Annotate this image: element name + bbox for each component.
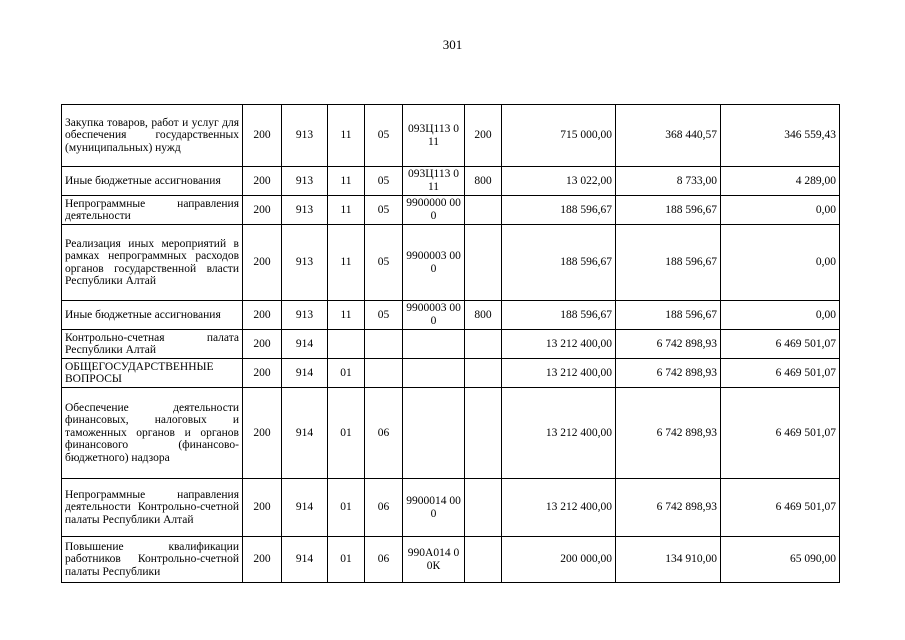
cell-c3: 01 <box>328 537 365 583</box>
table-body <box>62 105 840 583</box>
cell-code: 093Ц113 011 <box>403 105 465 167</box>
row-name: Непрограммные направления деятельности Контрольно-счетной палаты Республики Алтай <box>62 479 243 537</box>
cell-c1: 200 <box>243 301 282 330</box>
cell-c2: 913 <box>282 301 328 330</box>
table-row <box>62 479 840 537</box>
table-row <box>62 167 840 196</box>
cell-value-2: 188 596,67 <box>616 301 721 330</box>
cell-c1: 200 <box>243 225 282 301</box>
table-row <box>62 225 840 301</box>
cell-value-3: 6 469 501,07 <box>721 330 840 359</box>
cell-value-3: 4 289,00 <box>721 167 840 196</box>
row-name: Иные бюджетные ассигнования <box>62 301 243 330</box>
cell-c4: 06 <box>365 537 403 583</box>
cell-value-1: 188 596,67 <box>502 225 616 301</box>
cell-c2: 914 <box>282 479 328 537</box>
table-row <box>62 359 840 388</box>
cell-code <box>403 388 465 479</box>
cell-c3 <box>328 330 365 359</box>
cell-code <box>403 359 465 388</box>
table-row <box>62 330 840 359</box>
cell-c2: 914 <box>282 388 328 479</box>
cell-c6: 200 <box>465 105 502 167</box>
budget-table <box>61 104 840 583</box>
cell-value-2: 6 742 898,93 <box>616 330 721 359</box>
cell-code: 9900003 000 <box>403 301 465 330</box>
cell-c4: 05 <box>365 167 403 196</box>
cell-c3: 01 <box>328 479 365 537</box>
cell-value-3: 6 469 501,07 <box>721 388 840 479</box>
cell-c6: 800 <box>465 301 502 330</box>
cell-value-3: 65 090,00 <box>721 537 840 583</box>
cell-value-2: 6 742 898,93 <box>616 479 721 537</box>
cell-c1: 200 <box>243 330 282 359</box>
row-name: ОБЩЕГОСУДАРСТВЕННЫЕ ВОПРОСЫ <box>62 359 243 388</box>
cell-c1: 200 <box>243 537 282 583</box>
cell-c3: 11 <box>328 167 365 196</box>
cell-code <box>403 330 465 359</box>
cell-c6 <box>465 479 502 537</box>
cell-value-2: 6 742 898,93 <box>616 388 721 479</box>
table-row <box>62 105 840 167</box>
cell-c6 <box>465 330 502 359</box>
cell-c6 <box>465 388 502 479</box>
row-name: Обеспечение деятельности финансовых, налоговых и таможенных органов и органов финансового (финансово-бюджетного) надзора <box>62 388 243 479</box>
cell-code: 093Ц113 011 <box>403 167 465 196</box>
cell-c2: 914 <box>282 537 328 583</box>
cell-value-3: 346 559,43 <box>721 105 840 167</box>
cell-code: 9900000 000 <box>403 196 465 225</box>
cell-c4: 05 <box>365 225 403 301</box>
cell-value-2: 134 910,00 <box>616 537 721 583</box>
cell-c3: 11 <box>328 301 365 330</box>
cell-value-1: 188 596,67 <box>502 196 616 225</box>
cell-c1: 200 <box>243 167 282 196</box>
table-row <box>62 537 840 583</box>
cell-value-3: 0,00 <box>721 196 840 225</box>
cell-c4: 05 <box>365 105 403 167</box>
cell-c2: 913 <box>282 167 328 196</box>
cell-value-2: 6 742 898,93 <box>616 359 721 388</box>
cell-c4: 06 <box>365 479 403 537</box>
row-name: Непрограммные направления деятельности <box>62 196 243 225</box>
cell-c1: 200 <box>243 479 282 537</box>
row-name: Повышение квалификации работников Контрольно-счетной палаты Республики <box>62 537 243 583</box>
cell-value-3: 6 469 501,07 <box>721 479 840 537</box>
table-row <box>62 301 840 330</box>
cell-c3: 01 <box>328 388 365 479</box>
cell-value-1: 13 212 400,00 <box>502 388 616 479</box>
cell-c2: 913 <box>282 225 328 301</box>
cell-c2: 914 <box>282 330 328 359</box>
cell-value-1: 200 000,00 <box>502 537 616 583</box>
cell-value-1: 13 212 400,00 <box>502 479 616 537</box>
cell-c1: 200 <box>243 196 282 225</box>
row-name: Иные бюджетные ассигнования <box>62 167 243 196</box>
row-name: Реализация иных мероприятий в рамках непрограммных расходов органов государственной власти Республики Алтай <box>62 225 243 301</box>
cell-c3: 11 <box>328 225 365 301</box>
cell-value-2: 188 596,67 <box>616 196 721 225</box>
page-number: 301 <box>442 37 463 52</box>
cell-code: 9900003 000 <box>403 225 465 301</box>
cell-c6 <box>465 359 502 388</box>
cell-value-3: 6 469 501,07 <box>721 359 840 388</box>
cell-c6 <box>465 225 502 301</box>
cell-c2: 913 <box>282 105 328 167</box>
cell-c6: 800 <box>465 167 502 196</box>
row-name: Закупка товаров, работ и услуг для обеспечения государственных (муниципальных) нужд <box>62 105 243 167</box>
cell-c1: 200 <box>243 105 282 167</box>
cell-c6 <box>465 537 502 583</box>
cell-value-1: 715 000,00 <box>502 105 616 167</box>
cell-value-1: 13 212 400,00 <box>502 330 616 359</box>
cell-value-1: 188 596,67 <box>502 301 616 330</box>
table-row <box>62 196 840 225</box>
cell-c4 <box>365 359 403 388</box>
cell-value-2: 8 733,00 <box>616 167 721 196</box>
cell-c1: 200 <box>243 388 282 479</box>
cell-c4: 05 <box>365 196 403 225</box>
cell-code: 990А014 00К <box>403 537 465 583</box>
cell-c4: 06 <box>365 388 403 479</box>
table-row <box>62 388 840 479</box>
cell-value-1: 13 212 400,00 <box>502 359 616 388</box>
cell-value-2: 368 440,57 <box>616 105 721 167</box>
cell-c3: 11 <box>328 105 365 167</box>
cell-c1: 200 <box>243 359 282 388</box>
cell-c3: 11 <box>328 196 365 225</box>
cell-value-3: 0,00 <box>721 301 840 330</box>
row-name: Контрольно-счетная палата Республики Алтай <box>62 330 243 359</box>
cell-value-2: 188 596,67 <box>616 225 721 301</box>
cell-c6 <box>465 196 502 225</box>
cell-value-1: 13 022,00 <box>502 167 616 196</box>
cell-c4: 05 <box>365 301 403 330</box>
cell-c2: 914 <box>282 359 328 388</box>
cell-value-3: 0,00 <box>721 225 840 301</box>
cell-c2: 913 <box>282 196 328 225</box>
cell-c3: 01 <box>328 359 365 388</box>
cell-code: 9900014 000 <box>403 479 465 537</box>
cell-c4 <box>365 330 403 359</box>
